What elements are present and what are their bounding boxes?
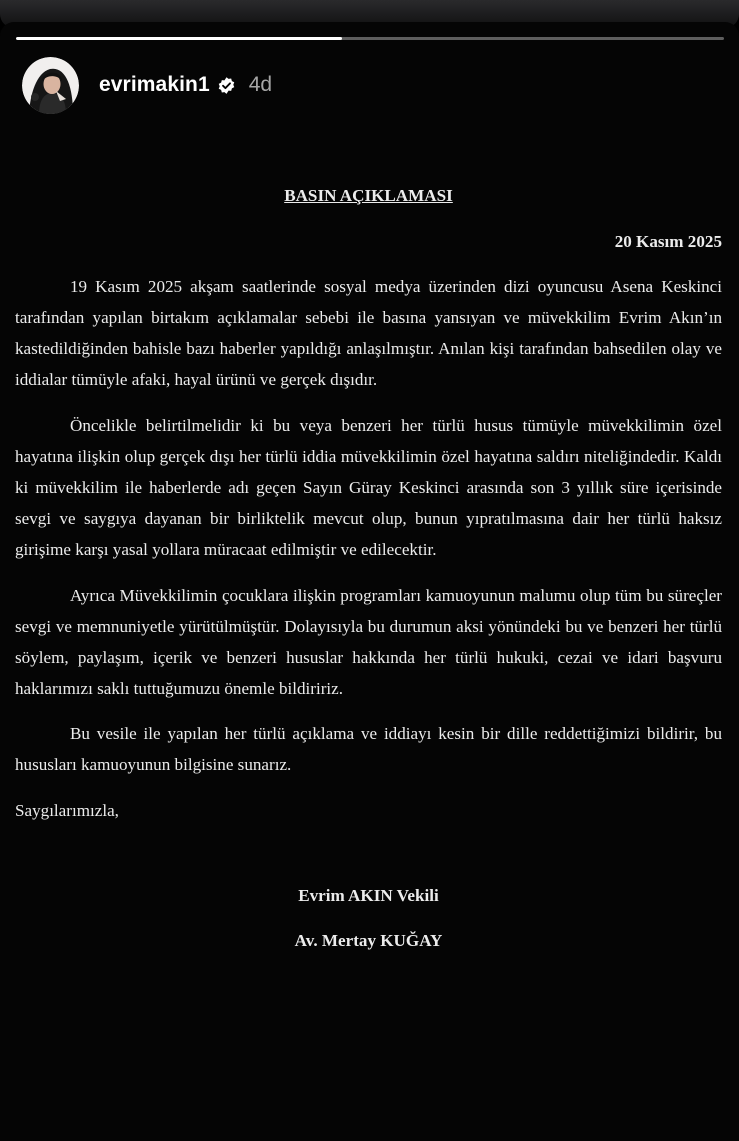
- avatar[interactable]: [22, 57, 79, 114]
- paragraph: Öncelikle belirtilmelidir ki bu veya benzeri her türlü husus tümüyle müvekkilimin özel hayatına ilişkin olup gerçek dışı her türlü iddia müvekkilimin özel hayatına saldırı niteliğindedir. Kaldı ki müvekkilim ile haberlerde adı geçen Sayın Güray Keskinci arasında son 3 yıllık süre içerisinde sevgi ve saygıya dayanan bir birliktelik mevcut olup, bunun yıpratılmasına dair her türlü haksız girişime karşı yasal yollara müracaat edilmiştir ve edilecektir.: [15, 416, 722, 559]
- verified-badge-icon: [217, 76, 236, 95]
- document-date: 20 Kasım 2025: [614, 232, 722, 251]
- press-release-document: [15, 180, 722, 956]
- document-title: BASIN AÇIKLAMASI: [284, 186, 453, 205]
- paragraph: Bu vesile ile yapılan her türlü açıklama ve iddiayı kesin bir dille reddettiğimizi bildirir, bu hususları kamuoyunun bilgisine sunarız.: [15, 724, 722, 774]
- story-progress-fill: [16, 37, 342, 40]
- story-header: [22, 56, 272, 114]
- story-progress-bar: [16, 37, 724, 40]
- username[interactable]: evrimakin1: [99, 73, 210, 96]
- paragraph: Ayrıca Müvekkilimin çocuklara ilişkin programları kamuoyunun malumu olup tüm bu süreçler sevgi ve memnuniyetle yürütülmüştür. Dolayısıyla bu durumun aksi yönündeki bu ve benzeri her türlü söylem, paylaşım, içerik ve benzeri hususlar hakkında her türlü hukuki, cezai ve idari başvuru haklarımızı saklı tuttuğumuzu önemle bildiririz.: [15, 586, 722, 698]
- story-age: 4d: [248, 73, 273, 96]
- closing-line: Saygılarımızla,: [15, 801, 119, 820]
- signature-line: Evrim AKIN Vekili: [298, 886, 439, 905]
- signature-name: Av. Mertay KUĞAY: [294, 931, 443, 950]
- paragraph: 19 Kasım 2025 akşam saatlerinde sosyal medya üzerinden dizi oyuncusu Asena Keskinci tarafından yapılan birtakım açıklamalar sebebi ile basına yansıyan ve müvekkilim Evrim Akın’ın kastedildiğinden bahisle bazı haberler yapıldığı anlaşılmıştır. Anılan kişi tarafından bahsedilen olay ve iddialar tümüyle afaki, hayal ürünü ve gerçek dışıdır.: [15, 277, 722, 389]
